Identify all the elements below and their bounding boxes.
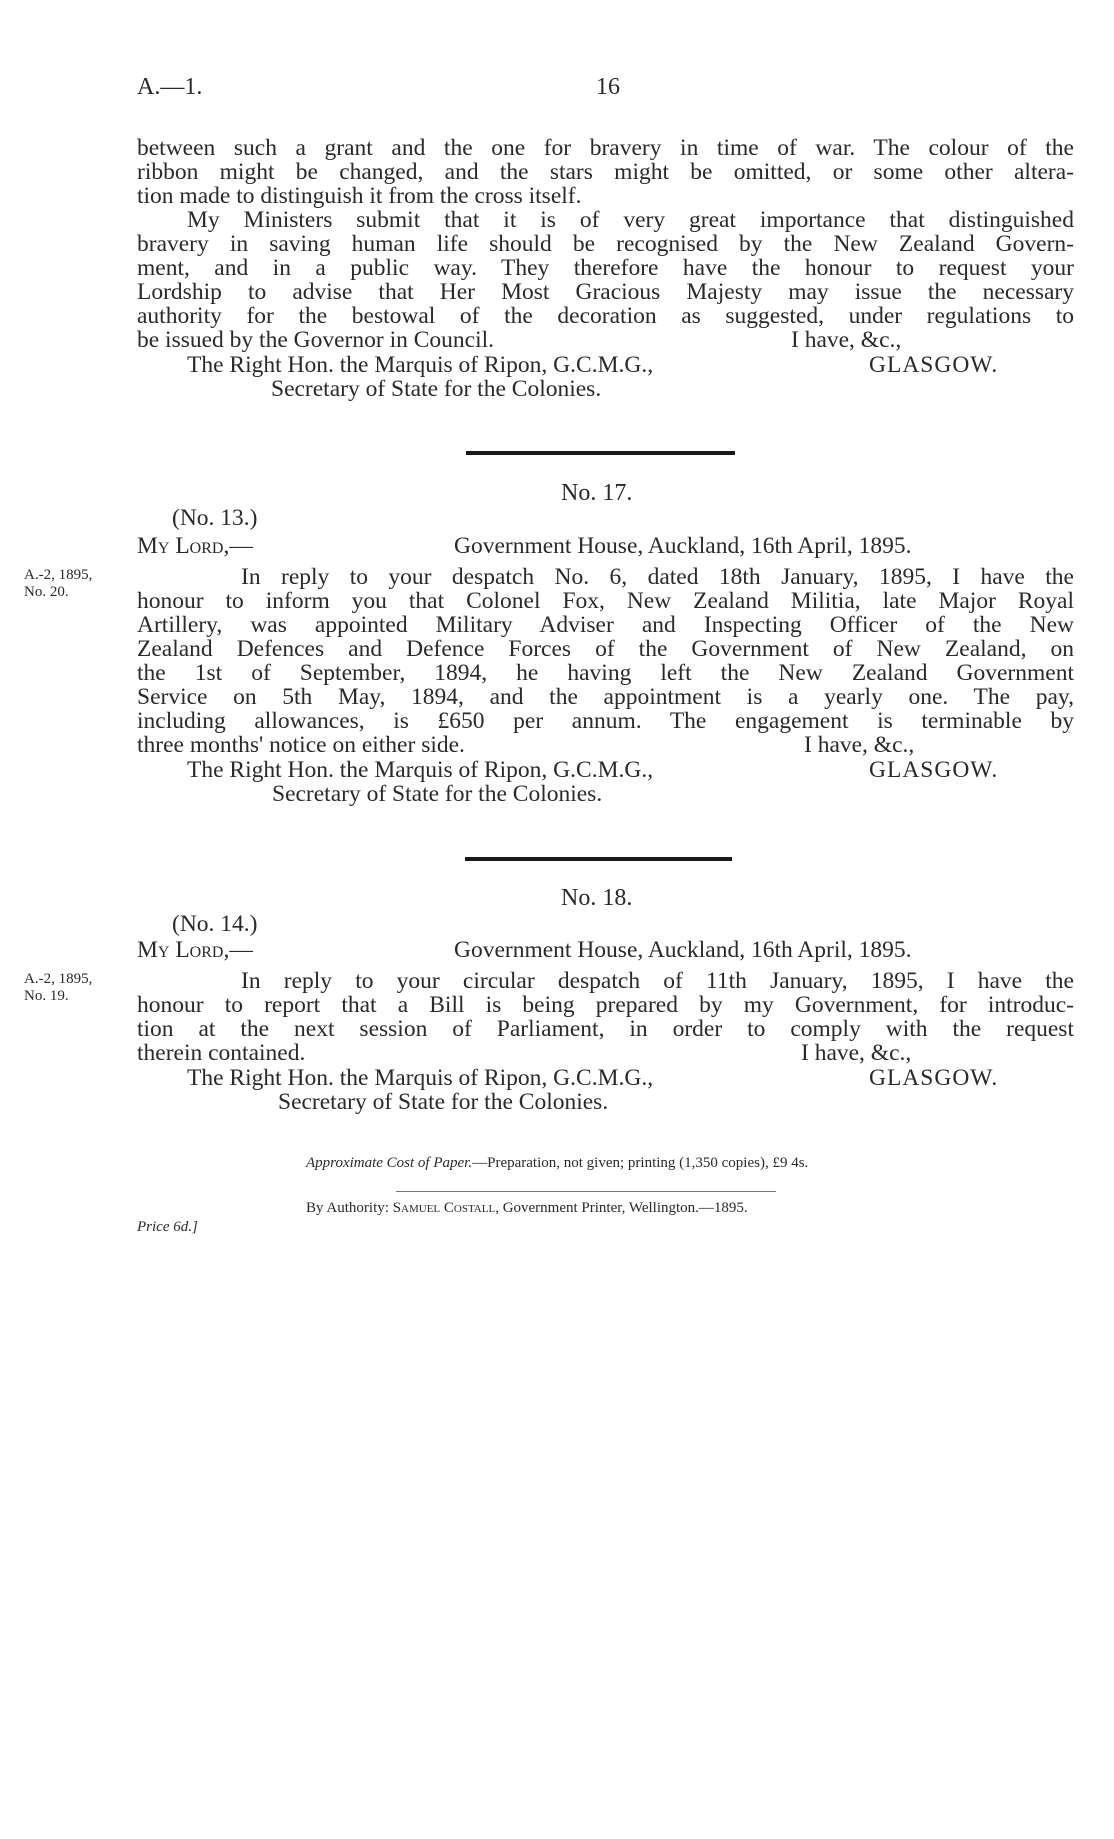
- margin-note: No. 20.: [24, 584, 69, 600]
- addressee: The Right Hon. the Marquis of Ripon, G.C.M.G.,: [187, 757, 654, 783]
- despatch-ref: (No. 14.): [172, 911, 258, 937]
- text-line: honour to report that a Bill is being prepared by my Government, for introduc-: [137, 992, 1074, 1018]
- text-line: bravery in saving human life should be recognised by the New Zealand Govern-: [137, 231, 1074, 257]
- place-date: Government House, Auckland, 16th April, 1895.: [454, 533, 912, 559]
- text-line: the 1st of September, 1894, he having left the New Zealand Government: [137, 660, 1074, 686]
- addressee-title: Secretary of State for the Colonies.: [271, 376, 602, 402]
- price: Price 6d.]: [137, 1219, 198, 1235]
- cost-label: Approximate Cost of Paper.: [306, 1155, 473, 1171]
- salutation: My Lord,—: [137, 937, 253, 963]
- signature: GLASGOW.: [869, 1065, 999, 1091]
- text-line: In reply to your despatch No. 6, dated 18th January, 1895, I have the: [241, 564, 1074, 590]
- margin-note: A.-2, 1895,: [24, 567, 93, 583]
- text-line: ribbon might be changed, and the stars might be omitted, or some other altera-: [137, 159, 1074, 185]
- text-line: tion at the next session of Parliament, in order to comply with the request: [137, 1016, 1074, 1042]
- text-line: three months' notice on either side.: [137, 732, 465, 758]
- text-line: Artillery, was appointed Military Adviser and Inspecting Officer of the New: [137, 612, 1074, 638]
- authority-line: [306, 1200, 748, 1217]
- page-header-left: A.—1.: [137, 74, 203, 100]
- salutation: My Lord,—: [137, 533, 253, 559]
- authority-suffix: , Government Printer, Wellington.—1895.: [495, 1200, 748, 1216]
- text-line: In reply to your circular despatch of 11th January, 1895, I have the: [241, 968, 1074, 994]
- margin-note: No. 19.: [24, 988, 69, 1004]
- text-line: Service on 5th May, 1894, and the appointment is a yearly one. The pay,: [137, 684, 1074, 710]
- text-line: ment, and in a public way. They therefore have the honour to request your: [137, 255, 1074, 281]
- despatch-ref: (No. 13.): [172, 505, 258, 531]
- text-line: honour to inform you that Colonel Fox, New Zealand Militia, late Major Royal: [137, 588, 1074, 614]
- despatch-heading: No. 17.: [561, 480, 633, 506]
- text-line: including allowances, is £650 per annum. The engagement is terminable by: [137, 708, 1074, 734]
- text-line: be issued by the Governor in Council.: [137, 327, 495, 353]
- closing: I have, &c.,: [791, 327, 902, 353]
- text-line: My Ministers submit that it is of very great importance that distinguished: [187, 207, 1074, 233]
- page-number: 16: [596, 74, 620, 100]
- text-line: Zealand Defences and Defence Forces of the Government of New Zealand, on: [137, 636, 1074, 662]
- text-line: between such a grant and the one for bravery in time of war. The colour of the: [137, 135, 1074, 161]
- margin-note: A.-2, 1895,: [24, 971, 93, 987]
- signature: GLASGOW.: [869, 352, 999, 378]
- place-date: Government House, Auckland, 16th April, 1895.: [454, 937, 912, 963]
- text-line: authority for the bestowal of the decoration as suggested, under regulations to: [137, 303, 1074, 329]
- text-line: therein contained.: [137, 1040, 306, 1066]
- authority-prefix: By Authority:: [306, 1200, 393, 1216]
- section-divider: [466, 451, 735, 455]
- addressee-title: Secretary of State for the Colonies.: [278, 1089, 609, 1115]
- footer-divider: [396, 1191, 776, 1192]
- signature: GLASGOW.: [869, 757, 999, 783]
- section-divider: [465, 857, 732, 861]
- closing: I have, &c.,: [804, 732, 915, 758]
- closing: I have, &c.,: [801, 1040, 912, 1066]
- cost-text: —Preparation, not given; printing (1,350 copies), £9 4s.: [472, 1155, 809, 1171]
- addressee: The Right Hon. the Marquis of Ripon, G.C.M.G.,: [187, 1065, 654, 1091]
- addressee-title: Secretary of State for the Colonies.: [272, 781, 603, 807]
- authority-printer: Samuel Costall: [392, 1200, 496, 1216]
- addressee: The Right Hon. the Marquis of Ripon, G.C.M.G.,: [187, 352, 654, 378]
- text-line: Lordship to advise that Her Most Gracious Majesty may issue the necessary: [137, 279, 1074, 305]
- text-line: tion made to distinguish it from the cross itself.: [137, 183, 582, 209]
- despatch-heading: No. 18.: [561, 885, 633, 911]
- cost-note: [306, 1155, 808, 1172]
